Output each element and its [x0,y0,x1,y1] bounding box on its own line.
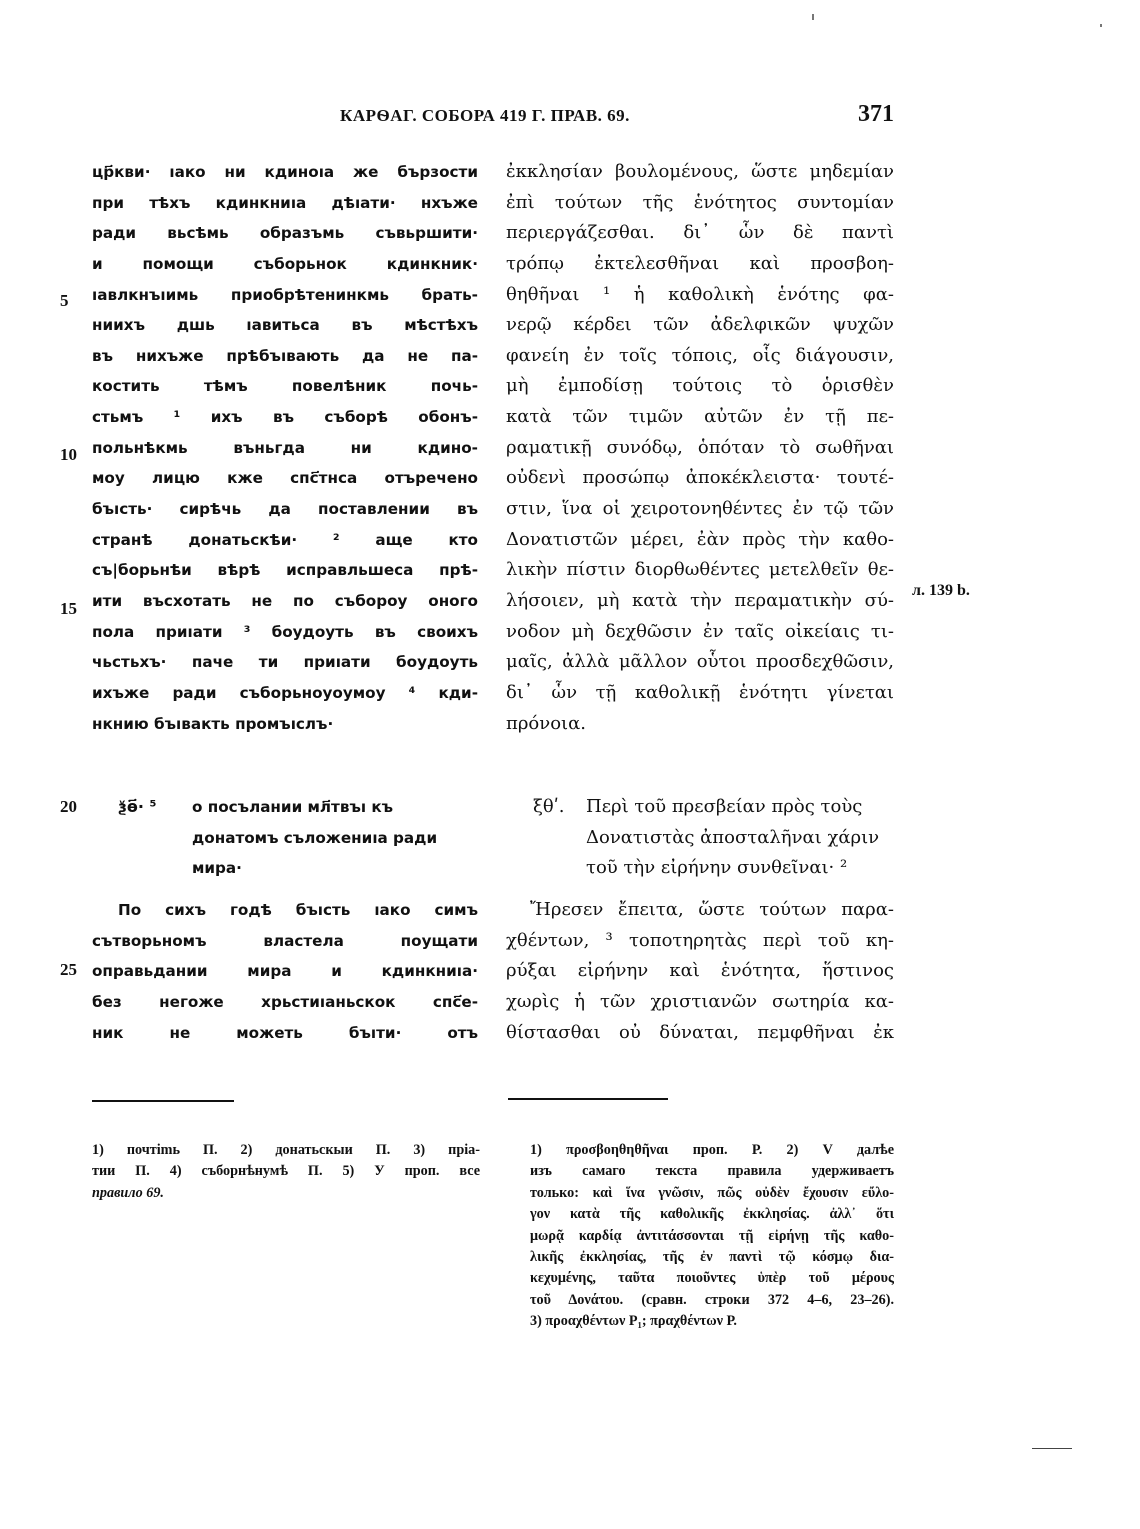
greek-line: Δονατιστῶν μέρει, ἐὰν πρὸς τὴν καθο- [506,528,894,550]
heading-line: о посълании мл҃твъı къ [192,798,394,816]
greek-line: δι᾽ ὧν τῇ καθολικῇ ἑνότητι γίνεται [506,681,894,703]
footnote-rule-right [508,1098,668,1100]
slavonic-line: без негоже хрьстиıаньскок спс҃е- [92,992,478,1011]
slavonic-line: цр҃кви· ıако ни кдиноıа же бързости [92,163,478,181]
scan-speck [1100,24,1102,27]
greek-line: περιεργάζεσθαι. δι᾽ ὧν δὲ παντὶ [506,222,894,244]
scan-mark [1032,1448,1072,1449]
greek-line: λήσοιεν, μὴ κατὰ τὴν περαματικὴν σύ- [506,589,894,611]
greek-line: νοδον μὴ δεχθῶσιν ἐν ταῖς οἰκείαις τι- [506,620,894,642]
greek-rule-number: ξθʹ. [533,796,565,817]
greek-line: ρύξαι εἰρήνην καὶ ἑνότητα, ἥστινος [506,960,894,982]
heading-line: Δονατιστὰς ἀποσταλῆναι χάριν [586,826,880,848]
greek-line: θηθῆναι ¹ ἡ καθολικὴ ἑνότης φα- [506,283,894,305]
folio-margin-note: л. 139 b. [912,582,970,599]
line-number: 15 [60,599,77,618]
greek-rule-heading [586,792,896,884]
footnote-line: μωρᾷ καρδίᾳ ἀντιτάσσονται τῇ εἰρήνῃ τῆς καθο- [530,1227,894,1244]
footnote-line: κεχυμένης, ταῦτα ποιοῦντες ὑπὲρ τοῦ μέρους [530,1270,894,1287]
slavonic-line: въ нихъже прѣбъıвають да не па- [92,346,478,365]
slavonic-rule-heading [192,792,482,884]
slavonic-line: костить тѣмъ повелѣник почь- [92,377,478,396]
slavonic-line: ради вьсѣмь образъмь съвьршити· [92,224,478,243]
slavonic-line: нкнию бъıвакть промъıслъ· [92,714,334,733]
slavonic-line: стьмъ ¹ ихъ въ съборѣ обонъ- [92,408,478,427]
slavonic-line: оправьдании мира и кдинкниıа· [92,962,478,981]
page-number: 371 [858,101,894,127]
slavonic-line: пола приıати ³ боудоуть въ своихъ [92,622,478,641]
greek-line: χωρὶς ἡ τῶν χριστιανῶν σωτηρία κα- [506,990,894,1012]
running-title: КАРѲАГ. СОБОРА 419 Г. ПРАВ. 69. [340,106,630,125]
scan-speck [812,14,814,20]
slavonic-line: съ|борьнѣи вѣрѣ исправльшеса прѣ- [92,561,478,580]
heading-line: τοῦ τὴν εἰρήνην συνθεῖναι· ² [586,857,848,879]
line-number: 10 [60,445,77,464]
greek-line: τρόπῳ ἐκτελεσθῆναι καὶ προσβοη- [506,252,894,274]
slavonic-line: бъıсть· сирѣчь да поставлении въ [92,500,478,519]
greek-line: οὐδενὶ προσώπῳ ἀποκέκλειστα· τουτέ- [506,467,894,489]
greek-line: Ἤρεσεν ἔπειτα, ὥστε τούτων παρα- [530,899,894,920]
footnote-line: 1) προσβοηθηθῆναι проп. Р. 2) V далѣе [530,1142,894,1158]
slavonic-text [92,157,478,739]
greek-line: ἐπὶ τούτων τῆς ἑνότητος συντομίαν [506,191,894,213]
heading-line: донатомъ съложениıа ради [192,828,438,847]
slavonic-line: ник не можеть бъıти· отъ [92,1023,478,1042]
greek-line: φανείη ἐν τοῖς τόποις, οἷς διάγουσιν, [506,344,894,366]
slavonic-line: чьстьхъ· паче ти приıати боудоуть [92,653,478,672]
footnote-rule-left [92,1100,234,1102]
footnote-line: γον κατὰ τῆς καθολικῆς ἐκκλησίας. ἀλλ᾽ ὅτι [530,1206,894,1223]
slavonic-rule-number: ѯѳ҃· ⁵ [118,797,157,816]
footnote-line: τοῦ Δονάτου. (сравн. строки 372 4–6, 23–26). [530,1291,894,1308]
slavonic-line: и помощи съборьнок кдинкник· [92,254,478,273]
heading-line: Περὶ τοῦ πρεσβείαν πρὸς τοὺς [586,796,863,817]
footnote-line: λικῆς ἐκκλησίας, τῆς ἐν παντὶ τῷ κόσμῳ δια- [530,1248,894,1265]
slavonic-line: ıавлкнъıимь приобрѣтенинкмь брать- [92,285,478,304]
slavonic-line: моу лицю кже спс҃тнса отъречено [92,469,478,488]
slavonic-line: ихъже ради съборьноуоумоу ⁴ кди- [92,683,478,702]
footnote-line: 3) προαχθέντων Р₁; πραχθέντων Р. [530,1313,737,1330]
line-number: 25 [60,960,77,979]
footnotes-left [92,1140,480,1204]
slavonic-text-2 [92,895,478,1048]
slavonic-line: По сихъ годѣ бъıсть ıако симъ [118,901,478,919]
heading-line: мира· [192,859,242,878]
slavonic-line: странѣ донатьскѣи· ² аще кто [92,530,478,549]
greek-line: μαῖς, ἀλλὰ μᾶλλον οὗτοι προσδεχθῶσιν, [506,651,894,673]
greek-line: μὴ ἐμποδίσῃ τούτοις τὸ ὁρισθὲν [506,375,894,397]
greek-line: πρόνοια. [506,712,586,734]
line-number: 5 [60,291,69,310]
slavonic-line: ити въсхотать не по събороу оного [92,591,478,610]
footnote-line: только: καὶ ἵνα γνῶσιν, πῶς οὐδὲν ἔχουσιν εὔλο- [530,1184,894,1201]
line-number: 20 [60,797,77,816]
greek-line: λικὴν πίστιν διορθωθέντες μετελθεῖν θε- [506,559,894,581]
greek-line: στιν, ἵνα οἱ χειροτονηθέντες ἐν τῷ τῶν [506,498,894,520]
greek-line: ἐκκλησίαν βουλομένους, ὥστε μηδεμίαν [506,161,894,182]
greek-line: κατὰ τῶν τιμῶν αὐτῶν ἐν τῇ πε- [506,406,894,428]
greek-text [506,157,894,739]
slavonic-line: ниихъ дшь ıавитьса въ мѣстѣхъ [92,316,478,335]
footnote-line: изъ самаго текста правила удерживаетъ [530,1163,894,1180]
greek-line: θίστασθαι οὐ δύναται, πεμφθῆναι ἐκ [506,1021,894,1043]
footnote-line: 1) почтimь П. 2) донатьскыи П. 3) прiа- [92,1142,480,1158]
greek-line: ραματικῇ συνόδῳ, ὁπόταν τὸ σωθῆναι [506,436,894,458]
greek-text-2 [506,895,894,1048]
greek-line: χθέντων, ³ τοποτηρητὰς περὶ τοῦ κη- [506,929,894,951]
footnote-line: тии П. 4) съборнѣнумѣ П. 5) У проп. все [92,1163,480,1180]
footnote-line: правило 69. [92,1184,164,1201]
footnotes-right [530,1140,894,1333]
slavonic-line: сътворьномъ властела поущати [92,931,478,950]
slavonic-line: польнѣкмь въньгда ни кдино- [92,438,478,457]
slavonic-line: при тѣхъ кдинкниıа дѣıати· нхъже [92,193,478,212]
greek-line: νερῷ κέρδει τῶν ἀδελφικῶν ψυχῶν [506,314,894,336]
